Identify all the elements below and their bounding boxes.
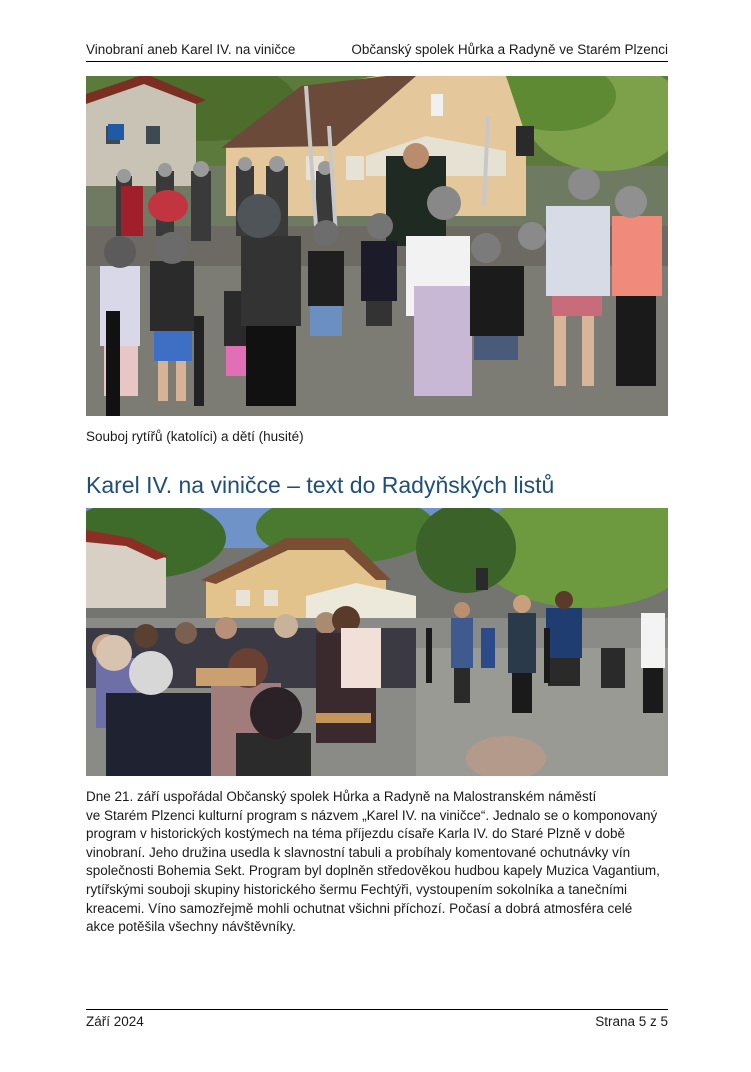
header-title: Vinobraní aneb Karel IV. na viničce [86,42,296,57]
article-line: Dne 21. září uspořádal Občanský spolek Hůrka a Radyně na Malostranském náměstí [86,789,597,804]
header-organization: Občanský spolek Hůrka a Radyně ve Starém Plzenci [351,42,668,57]
article-line: vinobraní. Jeho družina usedla k slavnostní tabuli a probíhaly komentované ochutnávky vín [86,844,631,860]
page-footer [86,1013,668,1031]
article-text [86,788,676,937]
photo-audience-on-square [86,508,668,776]
article-line: rytířskými souboji skupiny historického šermu Fechtýři, vystoupením sokolníka a tanečními [86,881,627,897]
article-line: akce potěšila všechny návštěvníky. [86,919,296,935]
page-number: Strana 5 z 5 [595,1014,668,1029]
article-line: kreacemi. Víno samozřejmě mohli ochutnat všichni příchozí. Počasí a dobrá atmosféra celé [86,900,633,916]
header-divider [86,61,668,62]
section-heading: Karel IV. na viničce – text do Radyňských listů [86,472,555,498]
photo-caption: Souboj rytířů (katolíci) a dětí (husité) [86,429,304,444]
footer-date: Září 2024 [86,1014,144,1029]
page-header [86,41,668,59]
article-line: ve Starém Plzenci kulturní program s názvem „Karel IV. na viničce“. Jednalo se o komponovaný [86,807,658,823]
footer-divider [86,1009,668,1010]
article-line: program v historických kostýmech na téma příjezdu císaře Karla IV. do Staré Plzně v době [86,826,626,842]
article-line: společnosti Bohemia Sekt. Program byl doplněn středověkou hudbou kapely Muzica Vagantium, [86,863,660,879]
photo-knights-and-children [86,76,668,416]
